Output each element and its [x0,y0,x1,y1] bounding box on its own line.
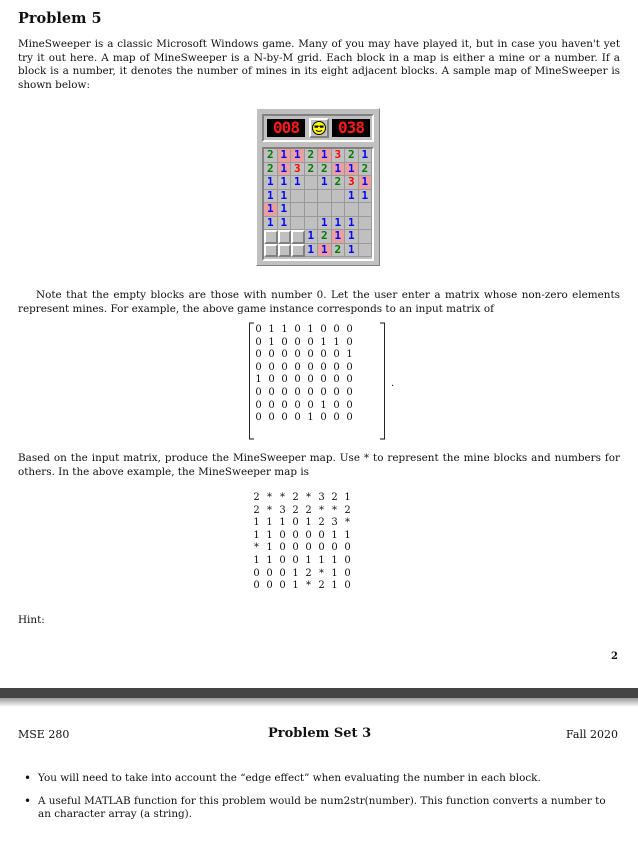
hint-label: Hint: [18,614,45,626]
input-matrix-cell: 0 [255,361,262,373]
output-map-cell: 1 [331,554,338,566]
output-map-cell: 0 [292,554,299,566]
bullet-item: • You will need to take into account the “edge effect” when evaluating the number in each block. [18,772,620,786]
minesweeper-cell[interactable]: 1 [278,176,292,190]
output-map-row [250,568,354,581]
output-map-cell: 3 [318,492,325,503]
output-map-cell: 2 [305,504,312,516]
input-matrix-cell: 0 [307,361,314,373]
output-map-row [250,517,354,530]
input-matrix-cell: 1 [346,349,353,361]
minesweeper-cell[interactable]: 2 [305,163,319,177]
minesweeper-cell[interactable]: 1 [278,149,292,163]
minesweeper-cell[interactable]: 1 [278,163,292,177]
output-map-cell: 1 [331,580,338,592]
output-map-cell: 0 [344,580,351,592]
input-matrix-cell: 0 [346,361,353,373]
input-matrix-cell: 1 [268,324,275,335]
output-map-cell: 1 [292,580,299,592]
output-map-cell: 2 [344,504,351,516]
output-map-cell: 0 [331,542,338,554]
input-matrix-row [252,374,356,387]
minesweeper-cell[interactable] [359,217,373,231]
output-map-row [250,492,354,505]
minesweeper-cell[interactable]: 2 [318,230,332,244]
input-matrix-cell: 0 [346,386,353,398]
input-matrix-cell: 1 [320,336,327,348]
minesweeper-cell[interactable]: 1 [305,244,319,258]
output-map-cell: 1 [331,529,338,541]
minesweeper-cell[interactable] [305,190,319,204]
output-map-cell: 2 [305,567,312,579]
minesweeper-cell[interactable] [318,203,332,217]
minesweeper-grid [262,147,374,261]
output-map-cell: 0 [279,580,286,592]
minesweeper-cell[interactable]: 2 [264,149,278,163]
page-number: 2 [611,651,618,662]
minesweeper-cell[interactable]: 1 [278,190,292,204]
input-matrix-cell: 0 [346,336,353,348]
minesweeper-cell[interactable] [278,230,292,244]
input-matrix-cell: 0 [346,412,353,424]
output-map-cell: 0 [279,529,286,541]
output-map-cell: 2 [331,492,338,503]
input-matrix-cell: 0 [268,349,275,361]
output-map-cell: 2 [292,504,299,516]
output-map-cell: 0 [318,529,325,541]
input-matrix-cell: 1 [307,412,314,424]
minesweeper-cell[interactable]: 2 [345,149,359,163]
minesweeper-cell[interactable]: 2 [318,163,332,177]
input-matrix-row [252,349,356,362]
note-text: Note that the empty blocks are those with number 0. Let the user enter a matrix whose non-zero elements represent mines. For example, the above game instance corresponds to an input matrix of [18,289,620,315]
input-matrix-cell: 0 [333,374,340,386]
output-map-row [250,505,354,518]
minesweeper-cell[interactable]: 1 [345,217,359,231]
minesweeper-cell[interactable]: 1 [318,149,332,163]
input-matrix-cell: 0 [294,324,301,335]
minesweeper-cell[interactable]: 1 [291,176,305,190]
input-matrix-cell: 1 [255,374,262,386]
minesweeper-cell[interactable]: 1 [264,203,278,217]
output-map-cell: 0 [253,567,260,579]
input-matrix-cell: 0 [307,399,314,411]
output-map-row [250,542,354,555]
output-map-cell: 2 [292,492,299,503]
input-matrix-row [252,324,356,337]
minesweeper-cell[interactable]: 1 [359,176,373,190]
input-matrix-cell: 0 [320,361,327,373]
output-map-cell: 1 [253,517,260,529]
minesweeper-cell[interactable] [305,176,319,190]
output-map-cell: * [319,504,324,516]
output-map-cell: 1 [344,492,351,503]
output-map-cell: 0 [292,542,299,554]
minesweeper-cell[interactable] [345,203,359,217]
input-matrix-cell: 0 [307,349,314,361]
input-matrix-cell: 0 [268,386,275,398]
output-map-cell: 1 [305,517,312,529]
input-matrix-cell: 0 [320,349,327,361]
input-matrix-row [252,387,356,400]
output-map-row [250,580,354,593]
minesweeper-cell[interactable] [305,217,319,231]
input-matrix-cell: 0 [333,349,340,361]
output-map-cell: 1 [305,554,312,566]
minesweeper-image [256,108,380,266]
input-matrix-cell: 0 [333,412,340,424]
mine-counter: 008 [267,119,305,137]
output-map-cell: 0 [344,554,351,566]
minesweeper-cell[interactable]: 1 [345,230,359,244]
minesweeper-cell[interactable]: 3 [345,176,359,190]
minesweeper-cell[interactable] [332,203,346,217]
minesweeper-cell[interactable]: 1 [318,176,332,190]
output-map-cell: 0 [292,529,299,541]
input-matrix-cell: 0 [307,374,314,386]
input-matrix-cell: 1 [268,336,275,348]
note-paragraph [18,289,620,316]
based-paragraph: Based on the input matrix, produce the MineSweeper map. Use * to represent the mine blocks and numbers for others. In the above example, the MineSweeper map is [18,452,620,478]
input-matrix-row [252,337,356,350]
minesweeper-cell[interactable]: 1 [345,163,359,177]
input-matrix-cell: 0 [268,399,275,411]
output-map-cell: * [319,567,324,579]
output-map-cell: 0 [279,542,286,554]
minesweeper-cell[interactable]: 1 [359,149,373,163]
minesweeper-cell[interactable] [305,203,319,217]
input-matrix-cell: 0 [255,324,262,335]
input-matrix-cell: 0 [255,349,262,361]
minesweeper-cell[interactable]: 1 [278,217,292,231]
input-matrix-cell: 0 [294,336,301,348]
course-label: MSE 280 [18,728,70,741]
input-matrix-cell: 0 [346,374,353,386]
output-map-cell: * [306,580,311,592]
input-matrix-cell: 0 [281,349,288,361]
minesweeper-cell[interactable]: 3 [332,149,346,163]
output-map-cell: 0 [266,567,273,579]
output-map-cell: 0 [305,529,312,541]
problem-set-title: Problem Set 3 [268,726,372,741]
minesweeper-cell[interactable]: 2 [332,176,346,190]
input-matrix-cell: 1 [307,324,314,335]
input-matrix-cell: 0 [294,386,301,398]
minesweeper-cell[interactable]: 2 [332,244,346,258]
input-matrix-cell: 0 [281,412,288,424]
output-map-cell: 0 [292,517,299,529]
minesweeper-header [262,114,374,142]
minesweeper-cell[interactable] [318,190,332,204]
input-matrix-table [252,324,356,425]
output-map-cell: 1 [266,517,273,529]
output-map-cell: 1 [266,542,273,554]
minesweeper-cell[interactable]: 1 [345,190,359,204]
minesweeper-cell[interactable]: 1 [278,203,292,217]
input-matrix-cell: 1 [333,336,340,348]
input-matrix-cell: 0 [255,386,262,398]
input-matrix-cell: 0 [294,361,301,373]
input-matrix-cell: 0 [268,412,275,424]
minesweeper-cell[interactable]: 1 [359,190,373,204]
input-matrix-cell: 0 [320,386,327,398]
output-map-cell: 0 [279,554,286,566]
output-map-cell: * [332,504,337,516]
minesweeper-cell[interactable]: 1 [264,176,278,190]
output-map-cell: * [267,492,272,503]
input-matrix-cell: 0 [333,386,340,398]
input-matrix-cell: 0 [255,412,262,424]
input-matrix-row [252,362,356,375]
input-matrix-cell: 0 [333,324,340,335]
output-map-cell: 2 [253,492,260,503]
output-map-cell: * [280,492,285,503]
problem-title: Problem 5 [18,10,102,27]
output-map-cell: 3 [331,517,338,529]
matrix-trailing: . [391,378,395,389]
cool-smiley-icon [309,118,329,138]
output-map-cell: * [306,492,311,503]
minesweeper-cell[interactable] [291,203,305,217]
minesweeper-cell[interactable]: 1 [264,190,278,204]
input-matrix-cell: 0 [320,412,327,424]
output-map-cell: 0 [305,542,312,554]
input-matrix [248,322,395,440]
timer: 038 [332,119,370,137]
minesweeper-cell[interactable]: 2 [264,163,278,177]
minesweeper-cell[interactable]: 1 [318,244,332,258]
minesweeper-cell[interactable] [278,244,292,258]
minesweeper-cell[interactable]: 3 [291,163,305,177]
output-map-cell: 0 [318,542,325,554]
output-map-cell: * [267,504,272,516]
output-map [250,492,354,593]
input-matrix-cell: 0 [281,374,288,386]
minesweeper-cell[interactable] [291,190,305,204]
output-map-cell: 2 [318,517,325,529]
input-matrix-cell: 0 [281,336,288,348]
minesweeper-cell[interactable]: 1 [332,230,346,244]
minesweeper-cell[interactable] [264,230,278,244]
output-map-cell: 2 [318,580,325,592]
intro-paragraph: MineSweeper is a classic Microsoft Windows game. Many of you may have played it, but in case you haven't yet try it out here. A map of MineSweeper is a N-by-M grid. Each block in a map is either a mine or a number. If a block is a number, it denotes the number of mines in its eight adjacent blocks. A sample map of MineSweeper is shown below: [18,38,620,91]
input-matrix-row [252,412,356,425]
input-matrix-cell: 0 [294,399,301,411]
minesweeper-cell[interactable] [291,244,305,258]
input-matrix-row [252,400,356,413]
minesweeper-cell[interactable] [332,190,346,204]
minesweeper-cell[interactable]: 1 [264,217,278,231]
minesweeper-cell[interactable] [359,244,373,258]
input-matrix-cell: 0 [281,399,288,411]
output-map-cell: * [345,517,350,529]
input-matrix-cell: 0 [294,374,301,386]
minesweeper-cell[interactable]: 1 [332,163,346,177]
minesweeper-cell[interactable]: 2 [305,149,319,163]
page-divider-shadow [0,698,638,706]
input-matrix-cell: 0 [268,374,275,386]
minesweeper-cell[interactable]: 1 [345,244,359,258]
minesweeper-cell[interactable]: 1 [305,230,319,244]
input-matrix-cell: 1 [281,324,288,335]
output-map-cell: 0 [344,567,351,579]
output-map-cell: 0 [279,567,286,579]
page-divider [0,688,638,698]
output-map-cell: 1 [279,517,286,529]
minesweeper-cell[interactable] [264,244,278,258]
input-matrix-cell: 0 [294,349,301,361]
minesweeper-cell[interactable] [291,230,305,244]
output-map-cell: 1 [253,554,260,566]
minesweeper-cell[interactable] [291,217,305,231]
output-map-cell: * [254,542,259,554]
input-matrix-cell: 0 [281,386,288,398]
output-map-cell: 0 [253,580,260,592]
minesweeper-cell[interactable]: 2 [359,163,373,177]
output-map-cell: 1 [266,554,273,566]
hint-bullets [18,772,620,831]
output-map-cell: 0 [344,542,351,554]
input-matrix-cell: 0 [268,361,275,373]
output-map-cell: 1 [344,529,351,541]
output-map-row [250,555,354,568]
minesweeper-cell[interactable] [359,230,373,244]
input-matrix-cell: 0 [307,336,314,348]
term-label: Fall 2020 [566,728,618,741]
output-map-cell: 1 [318,554,325,566]
bullet-item: • A useful MATLAB function for this problem would be num2str(number). This function converts a number to an character array (a string). [18,795,620,822]
input-matrix-cell: 0 [294,412,301,424]
output-map-row [250,530,354,543]
input-matrix-cell: 0 [333,361,340,373]
minesweeper-cell[interactable]: 1 [318,217,332,231]
input-matrix-cell: 1 [320,399,327,411]
input-matrix-cell: 0 [346,399,353,411]
input-matrix-cell: 0 [281,361,288,373]
output-map-cell: 1 [331,567,338,579]
input-matrix-cell: 0 [307,386,314,398]
minesweeper-cell[interactable] [359,203,373,217]
minesweeper-cell[interactable]: 1 [332,217,346,231]
right-bracket [378,322,386,440]
input-matrix-cell: 0 [320,374,327,386]
input-matrix-cell: 0 [333,399,340,411]
input-matrix-cell: 0 [255,399,262,411]
output-map-cell: 0 [266,580,273,592]
input-matrix-cell: 0 [320,324,327,335]
minesweeper-cell[interactable]: 1 [291,149,305,163]
output-map-cell: 3 [279,504,286,516]
output-map-cell: 1 [292,567,299,579]
output-map-cell: 1 [266,529,273,541]
output-map-cell: 1 [253,529,260,541]
output-map-cell: 2 [253,504,260,516]
input-matrix-cell: 0 [255,336,262,348]
input-matrix-cell: 0 [346,324,353,335]
